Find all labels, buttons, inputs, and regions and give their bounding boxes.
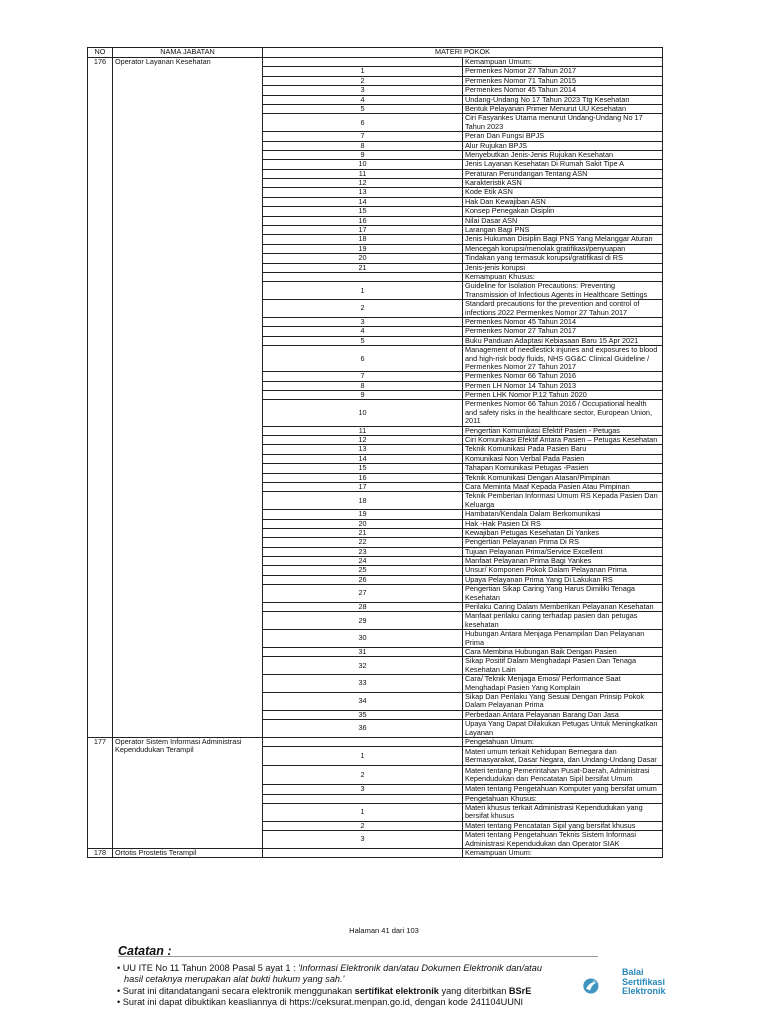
item-number: 17: [263, 226, 463, 235]
item-number: 31: [263, 648, 463, 657]
item-material: Cara Meminta Maaf Kepada Pasien Atau Pimpinan: [463, 482, 663, 491]
item-material: Permen LHK Nomor P.12 Tahun 2020: [463, 391, 663, 400]
item-number: 20: [263, 254, 463, 263]
item-material: Permenkes Nomor 66 Tahun 2016: [463, 372, 663, 381]
item-number: 4: [263, 327, 463, 336]
item-number: 7: [263, 132, 463, 141]
item-material: Hak -Hak Pasien Di RS: [463, 519, 663, 528]
group-name: Operator Layanan Kesehatan: [113, 58, 263, 738]
item-material: Kode Etik ASN: [463, 188, 663, 197]
item-number: 10: [263, 160, 463, 169]
item-number: 7: [263, 372, 463, 381]
section-heading: Pengetahuan Umum:: [463, 737, 663, 746]
item-material: Permenkes Nomor 45 Tahun 2014: [463, 317, 663, 326]
item-material: Teknik Pemberian Informasi Umum RS Kepada Pasien Dan Keluarga: [463, 492, 663, 510]
item-material: Materi khusus terkait Administrasi Kependudukan yang bersifat khusus: [463, 804, 663, 822]
item-material: Cara Membina Hubungan Baik Dengan Pasien: [463, 648, 663, 657]
note-signature: • Surat ini ditandatangani secara elektronik menggunakan sertifikat elektronik yang diterbitkan BSrE: [117, 985, 532, 996]
notes-divider: [118, 956, 598, 957]
item-material: Undang-Undang No 17 Tahun 2023 Ttg Kesehatan: [463, 95, 663, 104]
header-no: NO: [88, 48, 113, 58]
item-material: Materi tentang Pencatatan Sipil yang bersifat khusus: [463, 821, 663, 830]
item-number: 4: [263, 95, 463, 104]
item-material: Materi umum terkait Kehidupan Bernegara dan Bermasyarakat, Dasar Negara, dan Undang-Undang Dasar: [463, 747, 663, 766]
item-number: 5: [263, 104, 463, 113]
item-material: Guideline for Isolation Precautions: Preventing Transmission of Infectious Agents in Healthcare Settings: [463, 282, 663, 300]
heading-num-cell: [263, 849, 463, 858]
section-heading: Kemampuan Khusus:: [463, 272, 663, 281]
item-number: 28: [263, 603, 463, 612]
item-material: Teknik Komunikasi Dengan Atasan/Pimpinan: [463, 473, 663, 482]
item-number: 3: [263, 785, 463, 794]
item-number: 10: [263, 400, 463, 426]
item-number: 12: [263, 179, 463, 188]
item-number: 33: [263, 675, 463, 693]
page-number: Halaman 41 dari 103: [349, 926, 419, 935]
item-number: 18: [263, 235, 463, 244]
item-material: Unsur/ Komponen Pokok Dalam Pelayanan Prima: [463, 566, 663, 575]
section-heading: Kemampuan Umum:: [463, 849, 663, 858]
item-material: Manfaat Pelayanan Prima Bagi Yankes: [463, 557, 663, 566]
heading-num-cell: [263, 794, 463, 803]
item-material: Materi tentang Pemerintahan Pusat-Daerah, Administrasi Kependudukan dan Pencatatan Sipil bersifat Umum: [463, 766, 663, 785]
item-number: 8: [263, 141, 463, 150]
item-number: 11: [263, 169, 463, 178]
note-ite-cont: hasil cetaknya merupakan alat bukti hukum yang sah.': [124, 974, 345, 985]
item-material: Tahapan Komunikasi Petugas -Pasien: [463, 464, 663, 473]
item-number: 14: [263, 197, 463, 206]
item-material: Hubungan Antara Menjaga Penampilan Dan Pelayanan Prima: [463, 630, 663, 648]
item-number: 6: [263, 114, 463, 132]
item-material: Permenkes Nomor 66 Tahun 2016 / Occupational health and safety risks in the healthcare sector, European Union, 2011: [463, 400, 663, 426]
note-ite: • UU ITE No 11 Tahun 2008 Pasal 5 ayat 1 : 'Informasi Elektronik dan/atau Dokumen Elektronik dan/atau: [117, 963, 542, 973]
item-number: 18: [263, 492, 463, 510]
table-header-row: [88, 48, 663, 58]
item-number: 19: [263, 510, 463, 519]
item-material: Jenis Layanan Kesehatan Di Rumah Sakit Tipe A: [463, 160, 663, 169]
item-number: 8: [263, 381, 463, 390]
item-number: 6: [263, 346, 463, 372]
notes-block: [117, 963, 597, 1009]
item-number: 27: [263, 585, 463, 603]
item-material: Standard precautions for the prevention and control of infections 2022 Permenkes Nomor 27 Tahun 2017: [463, 300, 663, 318]
item-number: 17: [263, 482, 463, 491]
item-material: Tujuan Pelayanan Prima/Service Excellent: [463, 547, 663, 556]
group-no: 178: [88, 849, 113, 858]
item-number: 35: [263, 710, 463, 719]
item-number: 14: [263, 454, 463, 463]
item-material: Permenkes Nomor 27 Tahun 2017: [463, 327, 663, 336]
item-material: Konsep Penegakan Disiplin: [463, 207, 663, 216]
item-number: 1: [263, 747, 463, 766]
item-number: 13: [263, 188, 463, 197]
item-material: Jenis Hukuman Disiplin Bagi PNS Yang Melanggar Aturan: [463, 235, 663, 244]
item-number: 15: [263, 207, 463, 216]
item-material: Cara/ Teknik Menjaga Emosi/ Performance Saat Menghadapi Pasien Yang Komplain: [463, 675, 663, 693]
group-name: Operator Sistem Informasi Administrasi Kependudukan Terampil: [113, 737, 263, 848]
item-material: Kewajiban Petugas Kesehatan Di Yankes: [463, 528, 663, 537]
section-heading: Kemampuan Umum:: [463, 58, 663, 67]
item-number: 5: [263, 336, 463, 345]
item-material: Permenkes Nomor 45 Tahun 2014: [463, 86, 663, 95]
bsre-logo-text: Balai Sertifikasi Elektronik: [622, 967, 666, 996]
item-number: 3: [263, 317, 463, 326]
notes-title: Catatan :: [118, 944, 172, 958]
item-number: 16: [263, 216, 463, 225]
group-name: Ortotis Prostetis Terampil: [113, 849, 263, 858]
item-material: Permen LH Nomor 14 Tahun 2013: [463, 381, 663, 390]
item-material: Tindakan yang termasuk korupsi/gratifikasi di RS: [463, 254, 663, 263]
item-material: Buku Panduan Adaptasi Kebiasaan Baru 15 Apr 2021: [463, 336, 663, 345]
item-material: Permenkes Nomor 27 Tahun 2017: [463, 67, 663, 76]
item-material: Hambatan/Kendala Dalam Berkomunikasi: [463, 510, 663, 519]
item-number: 25: [263, 566, 463, 575]
item-material: Pengertian Pelayanan Prima Di RS: [463, 538, 663, 547]
item-number: 3: [263, 831, 463, 849]
materi-table: [87, 47, 663, 858]
item-material: Peraturan Perundangan Tentang ASN: [463, 169, 663, 178]
item-material: Nilai Dasar ASN: [463, 216, 663, 225]
item-number: 1: [263, 804, 463, 822]
section-heading-row: [88, 737, 663, 746]
item-material: Karakteristik ASN: [463, 179, 663, 188]
note-verify: • Surat ini dapat dibuktikan keasliannya di https://ceksurat.menpan.go.id, dengan kode 241104UUNI: [117, 997, 524, 1008]
item-material: Materi tentang Pengetahuan Komputer yang bersifat umum: [463, 785, 663, 794]
item-material: Pengertian Komunikasi Efektif Pasien - Petugas: [463, 426, 663, 435]
item-number: 2: [263, 821, 463, 830]
item-number: 29: [263, 612, 463, 630]
table-body: [88, 58, 663, 858]
item-number: 32: [263, 657, 463, 675]
item-number: 21: [263, 528, 463, 537]
item-number: 11: [263, 426, 463, 435]
item-material: Sikap Positif Dalam Menghadapi Pasien Dan Tenaga Kesehatan Lain: [463, 657, 663, 675]
item-number: 22: [263, 538, 463, 547]
section-heading: Pengetahuan Khusus:: [463, 794, 663, 803]
item-number: 24: [263, 557, 463, 566]
item-number: 1: [263, 67, 463, 76]
item-material: Ciri Komunikasi Efektif Antara Pasien – Petugas Kesehatan: [463, 436, 663, 445]
heading-num-cell: [263, 272, 463, 281]
item-number: 2: [263, 766, 463, 785]
header-material: MATERI POKOK: [263, 48, 663, 58]
group-no: 176: [88, 58, 113, 738]
item-material: Bentuk Pelayanan Primer Menurut UU Kesehatan: [463, 104, 663, 113]
item-number: 12: [263, 436, 463, 445]
item-material: Komunikasi Non Verbal Pada Pasien: [463, 454, 663, 463]
item-number: 20: [263, 519, 463, 528]
item-number: 2: [263, 76, 463, 85]
item-material: Upaya Yang Dapat Dilakukan Petugas Untuk Meningkatkan Layanan: [463, 720, 663, 738]
item-number: 30: [263, 630, 463, 648]
item-material: Peran Dan Fungsi BPJS: [463, 132, 663, 141]
group-no: 177: [88, 737, 113, 848]
item-number: 16: [263, 473, 463, 482]
item-material: Menyebutkan Jenis-Jenis Rujukan Kesehatan: [463, 150, 663, 159]
item-number: 23: [263, 547, 463, 556]
item-number: 34: [263, 692, 463, 710]
item-material: Larangan Bagi PNS: [463, 226, 663, 235]
item-material: Teknik Komunikasi Pada Pasien Baru: [463, 445, 663, 454]
item-material: Alur Rujukan BPJS: [463, 141, 663, 150]
item-number: 36: [263, 720, 463, 738]
item-material: Jenis-jenis korupsi: [463, 263, 663, 272]
item-material: Perbedaan Antara Pelayanan Barang Dan Jasa: [463, 710, 663, 719]
item-material: Hak Dan Kewajiban ASN: [463, 197, 663, 206]
section-heading-row: [88, 849, 663, 858]
item-number: 13: [263, 445, 463, 454]
heading-num-cell: [263, 737, 463, 746]
item-number: 26: [263, 575, 463, 584]
item-number: 2: [263, 300, 463, 318]
item-number: 19: [263, 244, 463, 253]
bsre-logo-icon: [582, 966, 622, 1006]
item-number: 1: [263, 282, 463, 300]
item-material: Management of needlestick injuries and exposures to blood and high-risk body fluids, NHS GG&C Clinical Guideline / Permenkes Nomor 27 Tahun 2017: [463, 346, 663, 372]
item-material: Materi tentang Pengetahuan Teknis Sistem Informasi Administrasi Kependudukan dan Operator SIAK: [463, 831, 663, 849]
item-number: 3: [263, 86, 463, 95]
item-number: 9: [263, 391, 463, 400]
item-material: Mencegah korupsi/menolak gratifikasi/penyuapan: [463, 244, 663, 253]
item-material: Perilaku Caring Dalam Memberikan Pelayanan Kesehatan: [463, 603, 663, 612]
item-number: 9: [263, 150, 463, 159]
section-heading-row: [88, 58, 663, 67]
item-number: 21: [263, 263, 463, 272]
item-material: Upaya Pelayanan Prima Yang Di Lakukan RS: [463, 575, 663, 584]
item-material: Permenkes Nomor 71 Tahun 2015: [463, 76, 663, 85]
header-name: NAMA JABATAN: [113, 48, 263, 58]
item-number: 15: [263, 464, 463, 473]
item-material: Ciri Fasyankes Utama menurut Undang-Undang No 17 Tahun 2023: [463, 114, 663, 132]
item-material: Manfaat perilaku caring terhadap pasien dan petugas kesehatan: [463, 612, 663, 630]
item-material: Sikap Dan Perilaku Yang Sesuai Dengan Prinsip Pokok Dalam Pelayanan Prima: [463, 692, 663, 710]
item-material: Pengertian Sikap Caring Yang Harus Dimiliki Tenaga Kesehatan: [463, 585, 663, 603]
